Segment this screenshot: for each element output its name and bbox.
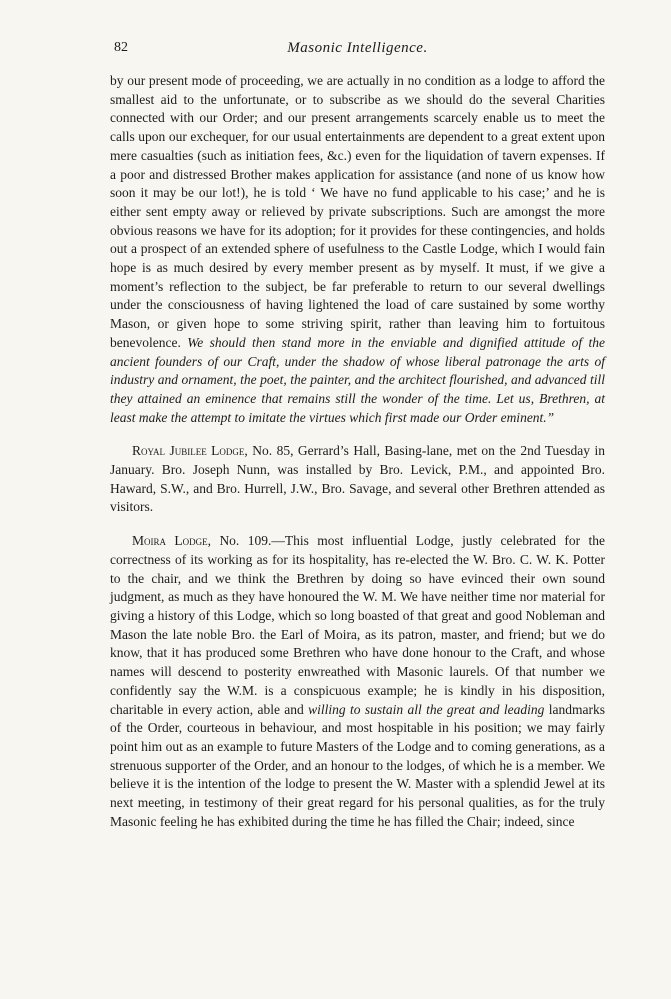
paragraph-text: No. 109.—This most influential Lodge, justly celebrated for the correctness of its working as for its hospitality, has re-elected the W. Bro. C. W. K. Potter to the chair, and we think the Brethren by doing so have evinced their own sound judgment, as much as they have honoured the W. M. We have neither time nor material for giving a history of this Lodge, which so long boasted of that great and good Nobleman and Mason the late noble Bro. the Earl of Moira, as its patron, master, and friend; but we do know, that it has produced some Brethren who have done honour to the Craft, and whose names will descend to posterity enwreathed with Masonic laurels. Of that number we confidently say the W.M. is a conspicuous example; he is kindly in his disposition, charitable in every action, able and [110,533,605,717]
paragraph-text: landmarks of the Order, courteous in behaviour, and most hospitable in his position; we may fairly point him out as an example to future Masters of the Lodge and to coming generations, as a strenuous supporter of the Order, and an honour to the lodges, of which he is a member. We believe it is the intention of the lodge to present the W. Master with a splendid Jewel at its next meeting, in testimony of their great regard for his personal qualities, as for the truly Masonic feeling he has exhibited during the time he has filled the Chair; indeed, since [110,701,605,829]
page-header [110,40,605,66]
paragraph-continued [110,72,605,427]
paragraph-italic-text: We should then stand more in the enviable and dignified attitude of the ancient founders of our Craft, under the shadow of whose liberal patronage the arts of industry and ornament, the poet, the painter, and the architect flourished, and advanced till they attained an eminence that remains still the wonder of the time. Let us, Brethren, at least make the attempt to imitate the virtues which first made our Order eminent.” [110,334,605,425]
lodge-name: Moira Lodge, [132,533,212,549]
running-title: Masonic Intelligence. [287,40,428,56]
paragraph-royal-jubilee-lodge [110,442,605,517]
paragraph-text: No. 85, Gerrard’s Hall, Basing-lane, met on the 2nd Tuesday in January. Bro. Joseph Nunn, was installed by Bro. Levick, P.M., and appointed Bro. Haward, S.W., and Bro. Hurrell, J.W., Bro. Savage, and several other Brethren attended as visitors. [110,443,605,515]
paragraph-moira-lodge [110,532,605,831]
lodge-name: Royal Jubilee Lodge, [132,443,248,459]
page-number: 82 [114,40,128,55]
paragraph-italic-text: willing to sustain all the great and leading [308,701,545,717]
paragraph-text: by our present mode of proceeding, we are actually in no condition as a lodge to afford the smallest aid to the unfortunate, or to subscribe as we should do the several Charities connected with our Order; and our present arrangements scarcely enable us to meet the calls upon our exchequer, for our usual entertainments are dependent to a great extent upon mere casualties (such as initiation fees, &c.) even for the liquidation of tavern expenses. If a poor and distressed Brother makes application for assistance (and none of us know how soon it may be our lot!), he is told ‘ We have no fund applicable to his case;’ and he is either sent empty away or relieved by private subscriptions. Such are amongst the more obvious reasons we have for its adoption; for it provides for these contingencies, and holds out a prospect of an extended sphere of usefulness to the Castle Lodge, which I would fain hope is as much desired by every member present as by myself. It must, if we give a moment’s reflection to the subject, be far preferable to return to our several dwellings under the consciousness of having lightened the load of care sustained by some worthy Mason, or given hope to some striving spirit, rather than leaving him to fortuitous benevolence. [110,73,605,350]
body-text [110,72,605,831]
